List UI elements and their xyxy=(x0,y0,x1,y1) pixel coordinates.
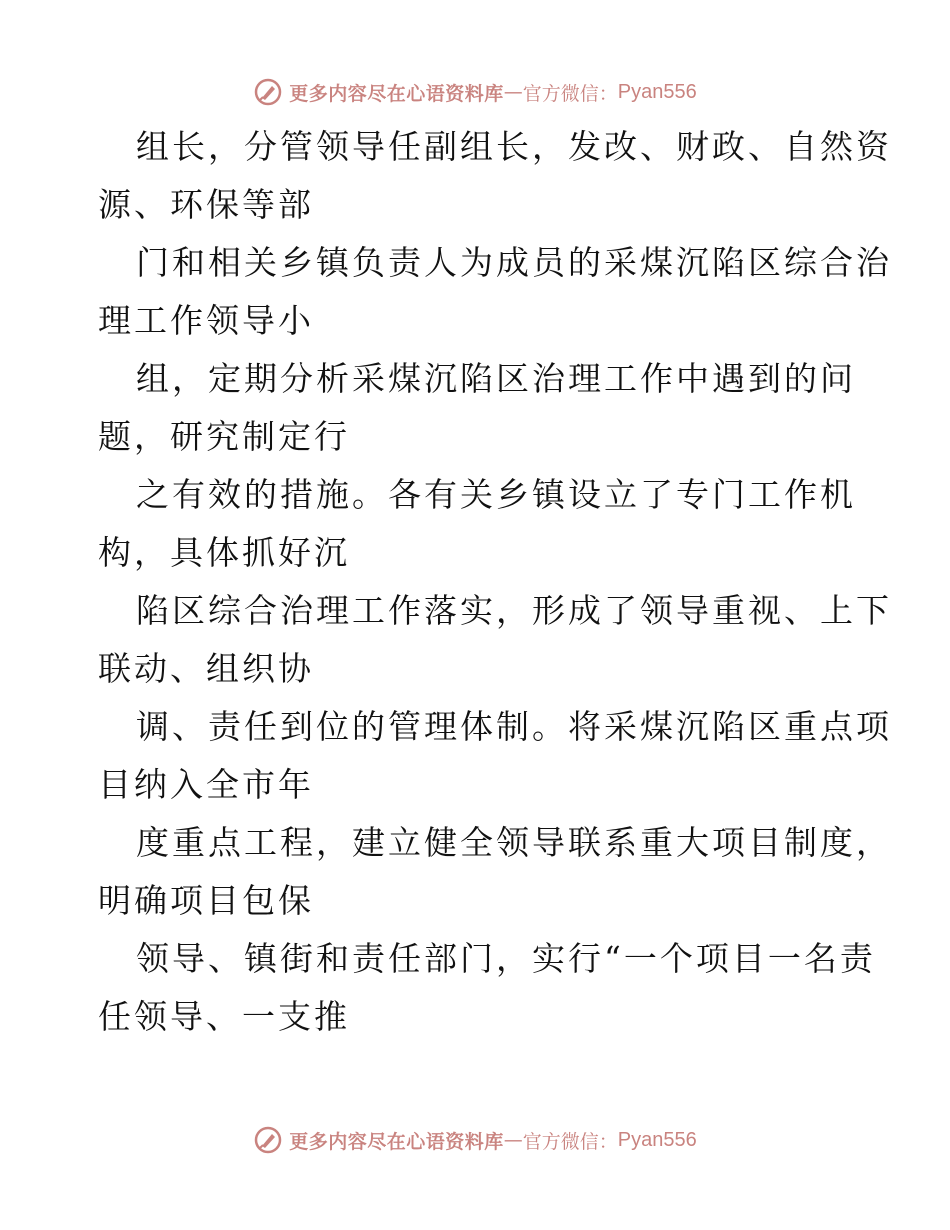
text-line: 题，研究制定行 xyxy=(98,417,350,456)
watermark-label: 官方微信： xyxy=(522,1130,618,1153)
text-line: 组长，分管领导任副组长，发改、财政、自然资 xyxy=(136,127,892,166)
header-watermark xyxy=(0,72,950,112)
pen-logo-icon xyxy=(253,77,283,107)
text-line: 之有效的措施。各有关乡镇设立了专门工作机 xyxy=(136,475,856,514)
text-line: 任领导、一支推 xyxy=(98,997,350,1036)
text-line: 组，定期分析采煤沉陷区治理工作中遇到的问 xyxy=(136,359,856,398)
watermark-account: Pyan556 xyxy=(617,80,697,103)
text-line: 目纳入全市年 xyxy=(98,765,314,804)
text-line: 调、责任到位的管理体制。将采煤沉陷区重点项 xyxy=(136,707,892,746)
text-line: 理工作领导小 xyxy=(98,301,314,340)
text-line: 门和相关乡镇负责人为成员的采煤沉陷区综合治 xyxy=(136,243,892,282)
text-line: 源、环保等部 xyxy=(98,185,314,224)
document-body xyxy=(98,118,892,1046)
watermark-brand: 更多内容尽在心语资料库 xyxy=(289,82,504,105)
watermark-label: 官方微信： xyxy=(522,82,618,105)
watermark-separator: — xyxy=(503,1129,523,1151)
text-line: 明确项目包保 xyxy=(98,881,314,920)
footer-watermark xyxy=(0,1120,950,1160)
pen-logo-icon xyxy=(253,1125,283,1155)
text-line: 陷区综合治理工作落实，形成了领导重视、上下 xyxy=(136,591,892,630)
watermark-separator: — xyxy=(503,81,523,103)
watermark-brand: 更多内容尽在心语资料库 xyxy=(289,1130,504,1153)
text-line: 联动、组织协 xyxy=(98,649,314,688)
text-line: 度重点工程，建立健全领导联系重大项目制度， xyxy=(136,823,892,862)
watermark-account: Pyan556 xyxy=(617,1128,697,1151)
text-line: 构，具体抓好沉 xyxy=(98,533,350,572)
text-line: 领导、镇街和责任部门，实行“一个项目一名责 xyxy=(136,939,876,978)
